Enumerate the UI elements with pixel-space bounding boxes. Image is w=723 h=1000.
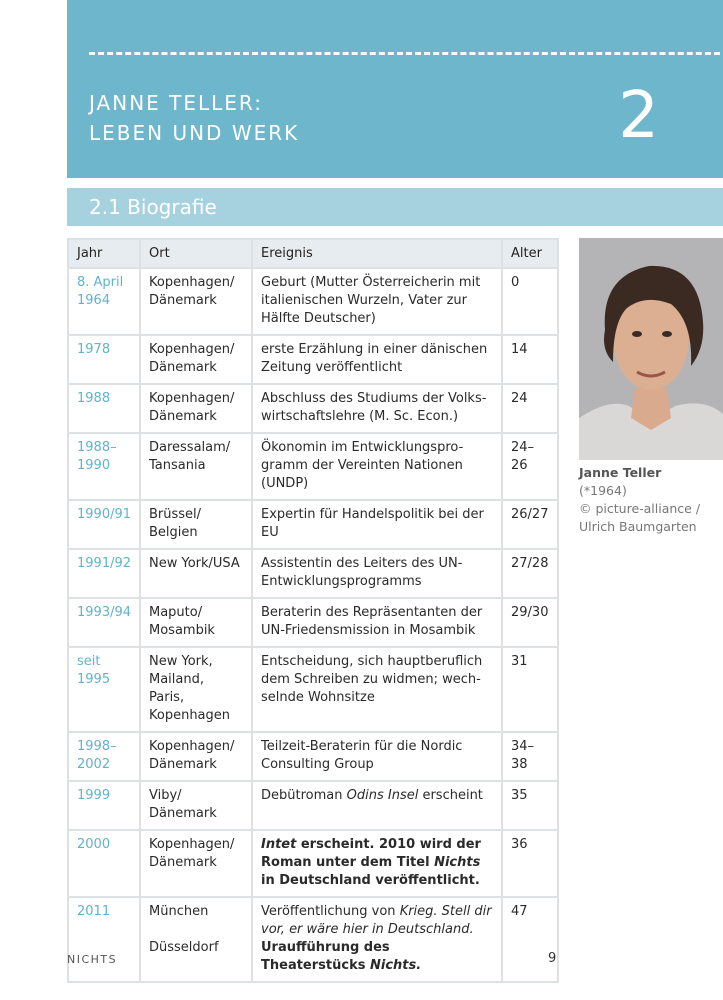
cell-place-line: Kopenhagen/ — [149, 391, 235, 406]
chapter-title — [89, 88, 299, 148]
event-text: Abschluss des Studiums der Volks- — [261, 391, 487, 406]
table-row — [68, 732, 558, 781]
event-text: Consulting Group — [261, 757, 374, 772]
cell-place-line: Mailand, Paris, — [149, 672, 204, 705]
event-text: Zeitung veröffentlicht — [261, 360, 403, 375]
caption-credit-line1: © picture-alliance / — [579, 501, 701, 516]
chapter-header — [67, 0, 723, 178]
event-text: selnde Wohnsitze — [261, 690, 375, 705]
cell-age: 29/30 — [502, 598, 558, 647]
cell-year-line: 1978 — [77, 342, 111, 357]
event-text: Debütroman — [261, 788, 347, 803]
cell-place-line: Dänemark — [149, 806, 217, 821]
event-text: Nichts. — [369, 958, 422, 973]
cell-event — [252, 335, 502, 384]
event-text: Ökonomin im Entwicklungspro- — [261, 440, 464, 455]
cell-place — [140, 598, 252, 647]
cell-year-line: 1991/92 — [77, 556, 132, 571]
photo-eye-right — [662, 331, 672, 337]
cell-year — [68, 830, 140, 897]
photo-caption — [579, 464, 723, 536]
cell-place-line: Dänemark — [149, 409, 217, 424]
cell-year — [68, 268, 140, 335]
cell-event — [252, 732, 502, 781]
cell-event — [252, 781, 502, 830]
cell-place-line: Mosambik — [149, 623, 215, 638]
table-row — [68, 500, 558, 549]
table-body — [68, 268, 558, 982]
cell-place-line: Düsseldorf — [149, 940, 219, 955]
cell-place-line: München — [149, 904, 209, 919]
event-text: Expertin für Handelspolitik bei der — [261, 507, 484, 522]
event-text: (UNDP) — [261, 476, 309, 491]
cell-event — [252, 433, 502, 500]
event-text: Assistentin des Leiters des UN- — [261, 556, 463, 571]
cell-year — [68, 647, 140, 732]
cell-year — [68, 335, 140, 384]
photo-eye-left — [632, 331, 642, 337]
section-header — [67, 188, 723, 226]
page-number: 9 — [548, 951, 557, 966]
cell-event — [252, 500, 502, 549]
cell-year-line: 1990/91 — [77, 507, 132, 522]
event-text: erscheint. 2010 wird der Roman unter dem Titel — [261, 837, 481, 870]
cell-year-line: 1993/94 — [77, 605, 132, 620]
cell-place-line: Dänemark — [149, 293, 217, 308]
cell-year — [68, 433, 140, 500]
column-header-age: Alter — [502, 239, 558, 268]
cell-place — [140, 335, 252, 384]
cell-year-line: 1988– — [77, 440, 117, 455]
cell-place — [140, 268, 252, 335]
event-text: Entwicklungsprogramms — [261, 574, 422, 589]
cell-place — [140, 647, 252, 732]
event-text: Entscheidung, sich hauptberuflich — [261, 654, 483, 669]
cell-place-line — [149, 921, 243, 939]
cell-year-line: 2000 — [77, 837, 111, 852]
cell-age: 27/28 — [502, 549, 558, 598]
table-row — [68, 897, 558, 982]
cell-place — [140, 830, 252, 897]
cell-year-line: 1995 — [77, 672, 111, 687]
cell-year — [68, 732, 140, 781]
cell-age: 47 — [502, 897, 558, 982]
cell-place-line: Tansania — [149, 458, 206, 473]
column-header-event: Ereignis — [252, 239, 502, 268]
cell-place-line: New York, — [149, 654, 213, 669]
event-text: Hälfte Deutscher) — [261, 311, 376, 326]
cell-place — [140, 897, 252, 982]
cell-year — [68, 598, 140, 647]
table-row — [68, 598, 558, 647]
event-text: Odins Insel — [346, 788, 419, 803]
cell-year-line: 2002 — [77, 757, 111, 772]
cell-place — [140, 732, 252, 781]
cell-place — [140, 781, 252, 830]
cell-age: 26/27 — [502, 500, 558, 549]
cell-event — [252, 268, 502, 335]
cell-year-line: 8. April — [77, 275, 124, 290]
dashed-divider — [89, 52, 723, 55]
cell-age: 31 — [502, 647, 558, 732]
cell-age: 35 — [502, 781, 558, 830]
column-header-place: Ort — [140, 239, 252, 268]
cell-place-line: Viby/ — [149, 788, 182, 803]
cell-event — [252, 549, 502, 598]
cell-place-line: Dänemark — [149, 360, 217, 375]
event-text: Nichts — [434, 855, 481, 870]
table-row — [68, 549, 558, 598]
cell-age: 24 — [502, 384, 558, 433]
event-text: erste Erzählung in einer dänischen — [261, 342, 488, 357]
table-header-row — [68, 239, 558, 268]
cell-place-line: Daressalam/ — [149, 440, 231, 455]
cell-age: 36 — [502, 830, 558, 897]
cell-age: 14 — [502, 335, 558, 384]
event-text: Krieg. Stell dir vor, er wäre hier in Deutschland. — [261, 904, 492, 937]
cell-place — [140, 549, 252, 598]
event-text: Beraterin des Repräsentanten der — [261, 605, 483, 620]
event-text: Intet — [261, 837, 297, 852]
event-text: dem Schreiben zu widmen; wech- — [261, 672, 481, 687]
cell-place-line: Kopenhagen — [149, 708, 231, 723]
cell-event — [252, 647, 502, 732]
table-row — [68, 433, 558, 500]
event-text: Geburt (Mutter Österreicherin mit — [261, 275, 481, 290]
cell-year — [68, 897, 140, 982]
cell-year-line: 1988 — [77, 391, 111, 406]
event-text: Veröffentlichung von — [261, 904, 400, 919]
cell-event — [252, 830, 502, 897]
caption-born: (*1964) — [579, 483, 627, 498]
cell-place-line: Belgien — [149, 525, 198, 540]
cell-place — [140, 433, 252, 500]
cell-place-line: Brüssel/ — [149, 507, 202, 522]
cell-place-line: Kopenhagen/ — [149, 275, 235, 290]
cell-event — [252, 598, 502, 647]
event-text: erscheint — [418, 788, 483, 803]
event-text: italienischen Wurzeln, Vater zur — [261, 293, 468, 308]
cell-year-line: 1990 — [77, 458, 111, 473]
event-text: in Deutschland veröffentlicht. — [261, 873, 480, 888]
cell-year-line: seit — [77, 654, 101, 669]
table-row — [68, 647, 558, 732]
cell-age: 24–26 — [502, 433, 558, 500]
column-header-year: Jahr — [68, 239, 140, 268]
table-row — [68, 335, 558, 384]
event-text: UN-Friedensmission in Mosambik — [261, 623, 476, 638]
caption-credit-line2: Ulrich Baumgarten — [579, 519, 697, 534]
cell-place-line: Dänemark — [149, 855, 217, 870]
cell-age: 34–38 — [502, 732, 558, 781]
cell-place — [140, 500, 252, 549]
event-text: EU — [261, 525, 279, 540]
cell-place-line: Dänemark — [149, 757, 217, 772]
cell-year-line: 1999 — [77, 788, 111, 803]
table-row — [68, 268, 558, 335]
cell-event — [252, 384, 502, 433]
table-row — [68, 384, 558, 433]
portrait-photo — [579, 238, 723, 460]
cell-year — [68, 781, 140, 830]
caption-name: Janne Teller — [579, 465, 662, 480]
cell-year — [68, 500, 140, 549]
biography-table — [67, 238, 559, 983]
cell-place-line: Maputo/ — [149, 605, 203, 620]
cell-age: 0 — [502, 268, 558, 335]
cell-year-line: 2011 — [77, 904, 111, 919]
chapter-title-line1: JANNE TELLER: — [89, 91, 263, 115]
event-text: Uraufführung des Theaterstücks — [261, 940, 390, 973]
table-row — [68, 781, 558, 830]
cell-event — [252, 897, 502, 982]
event-text: wirtschaftslehre (M. Sc. Econ.) — [261, 409, 459, 424]
chapter-number: 2 — [618, 79, 659, 153]
section-title: 2.1 Biografie — [89, 195, 217, 219]
cell-year-line: 1964 — [77, 293, 111, 308]
event-text: gramm der Vereinten Nationen — [261, 458, 463, 473]
cell-place-line: New York/USA — [149, 556, 240, 571]
cell-place-line: Kopenhagen/ — [149, 837, 235, 852]
cell-place-line: Kopenhagen/ — [149, 739, 235, 754]
cell-year-line: 1998– — [77, 739, 117, 754]
running-footer-title: NICHTS — [67, 953, 118, 966]
cell-year — [68, 384, 140, 433]
table-row — [68, 830, 558, 897]
cell-place-line: Kopenhagen/ — [149, 342, 235, 357]
cell-year — [68, 549, 140, 598]
cell-place — [140, 384, 252, 433]
event-text: Teilzeit-Beraterin für die Nordic — [261, 739, 463, 754]
chapter-title-line2: LEBEN UND WERK — [89, 121, 300, 145]
